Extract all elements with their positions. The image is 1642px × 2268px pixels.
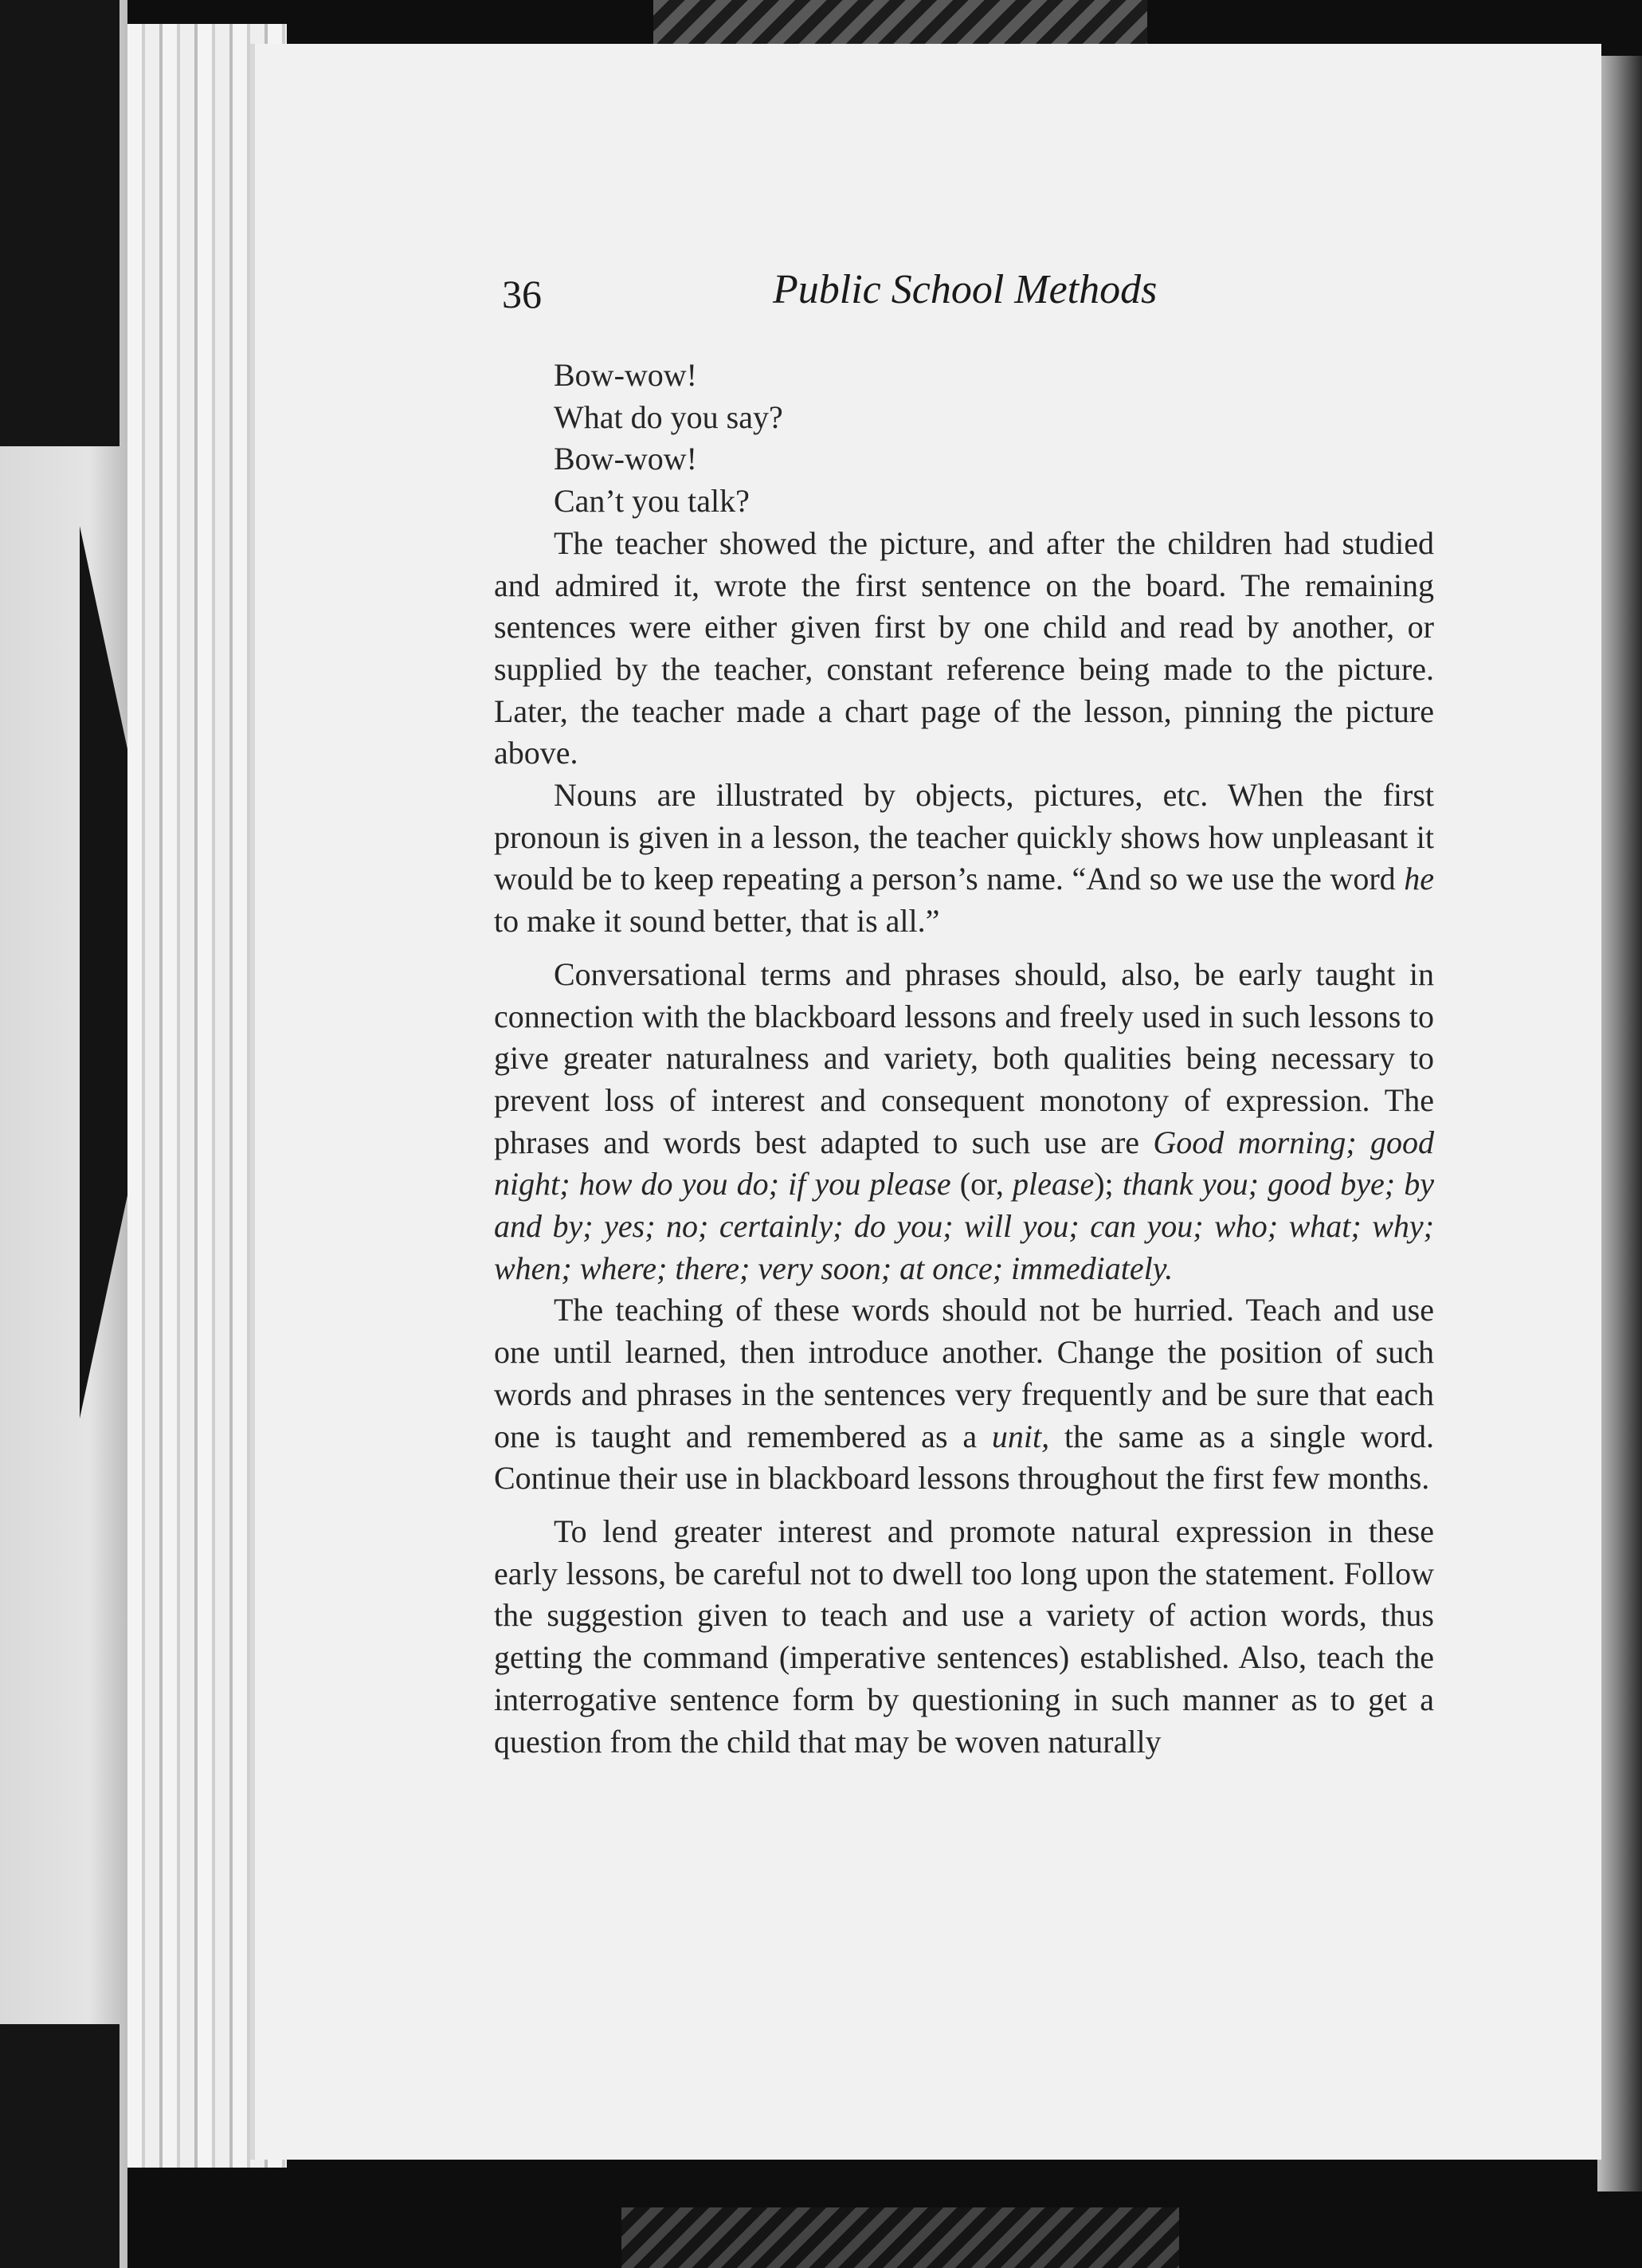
book-spine-right xyxy=(1597,56,1642,2191)
paragraph-conversational-terms xyxy=(494,954,1434,1290)
page-header xyxy=(502,267,1450,335)
italic-phrase: thank you; good bye; by and by; yes; no; certainly; do you; will you; can you; who; what; why; when; where; there; very soon; at once; immediately. xyxy=(494,1166,1435,1286)
italic-word: unit, xyxy=(991,1418,1050,1454)
paragraph-text: (or, xyxy=(950,1166,1013,1203)
paragraph-text: Nouns are illustrated by objects, pictures, etc. When the first pronoun is given in a lesson, the teacher quickly shows how unpleasant it would be to keep repeating a person’s name. “And so we use the word xyxy=(494,777,1434,897)
page-number: 36 xyxy=(502,272,542,316)
paragraph-teaching-words xyxy=(494,1289,1434,1500)
scan-glare-bottom xyxy=(621,2207,1179,2268)
paragraph-text: The teaching of these words should not be hurried. Teach and use one until learned, then introduce another. Change the position of such words and phrases in the sentences very frequently and be sure that each one is taught and remembered as a xyxy=(494,1292,1434,1454)
italic-phrase: please xyxy=(1013,1166,1095,1203)
paragraph-text: the same as a single word. Continue their use in blackboard lessons throughout the first few months. xyxy=(494,1418,1435,1497)
verse-line: Bow-wow! xyxy=(554,357,697,393)
page-body xyxy=(494,355,1434,1763)
running-title: Public School Methods xyxy=(773,267,1158,312)
paragraph-text: ); xyxy=(1094,1166,1123,1203)
left-scrap-shadow-top xyxy=(0,0,120,446)
paragraph-text: Conversational terms and phrases should, also, be early taught in connection with the blackboard lessons and freely used in such lessons to give greater naturalness and variety, both qualities being necessary to prevent loss of interest and consequent monotony of expression. The phrases and words best adapted to such use are xyxy=(494,955,1434,1160)
italic-word: he xyxy=(1404,861,1434,897)
scan-glare-top xyxy=(653,0,1147,44)
italic-phrase: Good morning; good night; how do you do; if you please xyxy=(494,1124,1434,1203)
paragraph-picture-lesson: The teacher showed the picture, and after the children had studied and admired it, wrote the first sentence on the board. The remaining sentences were either given first by one child and read by another, or supplied by the teacher, constant reference being made to the picture. Later, the teacher made a chart page of the lesson, pinning the picture above. xyxy=(494,524,1434,771)
paragraph-text: to make it sound better, that is all.” xyxy=(494,903,940,940)
left-scrap-shadow-bottom xyxy=(0,2024,120,2268)
paragraph-nouns-pronouns xyxy=(494,775,1434,943)
verse-line: Bow-wow! xyxy=(554,441,697,477)
verse-line: What do you say? xyxy=(554,398,783,435)
paragraph-early-lessons: To lend greater interest and promote natural expression in these early lessons, be careful not to dwell too long upon the statement. Follow the suggestion given to teach and use a variety of action words, thus getting the command (imperative sentences) established. Also, teach the interrogative sentence form by questioning in such manner as to get a question from the child that may be woven naturally xyxy=(494,1513,1434,1760)
verse-line: Can’t you talk? xyxy=(554,483,750,520)
